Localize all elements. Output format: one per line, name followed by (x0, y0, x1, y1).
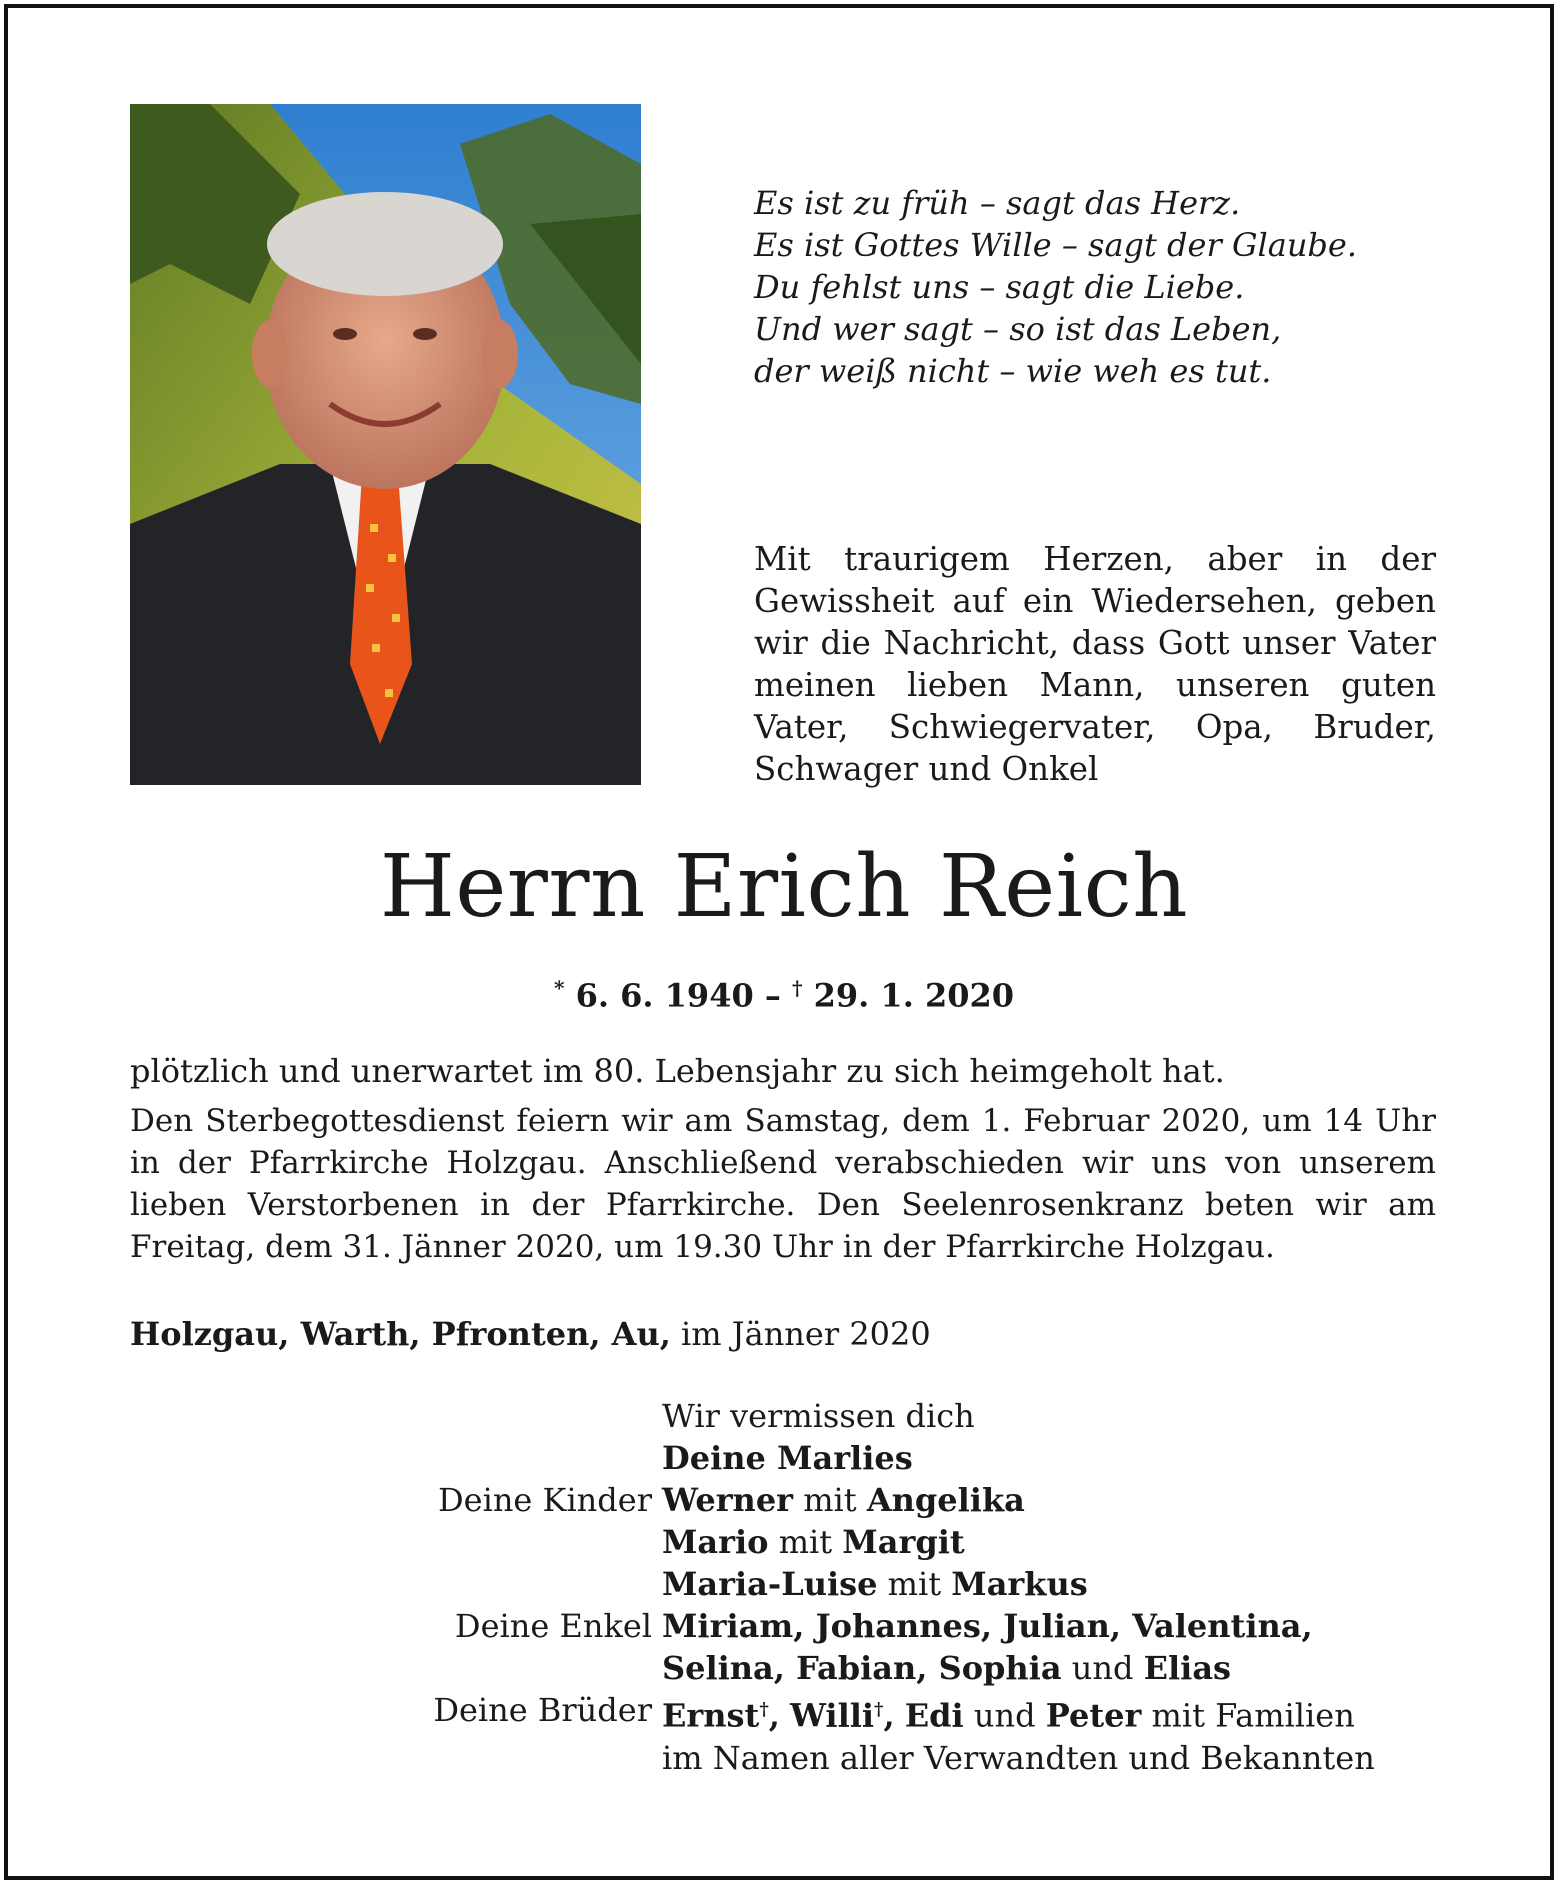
grandchildren-line-1: Miriam, Johannes, Julian, Valentina, (662, 1607, 1313, 1645)
brothers-line: Ernst†, Willi†, Edi und Peter mit Familien (662, 1696, 1355, 1735)
deceased-name: Herrn Erich Reich (379, 837, 1189, 937)
poem-line: Es ist zu früh – sagt das Herz. (754, 184, 1241, 222)
date-separator: – (764, 976, 781, 1015)
place-date-line (130, 1313, 931, 1355)
children-label: Deine Kinder (437, 1481, 652, 1519)
poem-line: Und wer sagt – so ist das Leben, (754, 310, 1282, 348)
life-dates (0, 968, 1568, 1016)
place-date: im Jänner 2020 (681, 1315, 931, 1353)
announcement-intro: Mit traurigem Herzen, aber in der Gewissheit auf ein Wiedersehen, geben wir die Nachricht, dass Gott unser Vater meinen lieben Mann, unseren guten Vater, Schwiegervater, Opa, Bruder, Schwager und Onkel (754, 540, 1436, 788)
cross-mark: † (874, 1699, 884, 1720)
body-text (130, 1050, 1436, 1268)
place-towns: Holzgau, Warth, Pfronten, Au, (130, 1315, 671, 1353)
cross-mark: † (759, 1699, 769, 1720)
child-entry: Werner mit Angelika (662, 1481, 1025, 1519)
wife-name: Deine Marlies (662, 1439, 913, 1477)
child-entry: Maria-Luise mit Markus (662, 1565, 1088, 1603)
body-paragraph-1: plötzlich und unerwartet im 80. Lebensjahr zu sich heimgeholt hat. (130, 1052, 1225, 1090)
grandchildren-label: Deine Enkel (454, 1607, 652, 1645)
birth-mark: * (553, 976, 565, 1000)
grandchildren-line-2: Selina, Fabian, Sophia und Elias (662, 1649, 1232, 1687)
child-entry: Mario mit Margit (662, 1523, 965, 1561)
signatures (300, 1395, 1450, 1779)
death-mark: † (792, 976, 803, 1000)
birth-date: 6. 6. 1940 (575, 976, 754, 1015)
portrait-photo (130, 104, 641, 785)
death-date: 29. 1. 2020 (813, 976, 1015, 1015)
poem-line: Du fehlst uns – sagt die Liebe. (754, 268, 1245, 306)
brothers-label: Deine Brüder (433, 1691, 652, 1729)
body-paragraph-2: Den Sterbegottesdienst feiern wir am Samstag, dem 1. Februar 2020, um 14 Uhr in der Pfarrkirche Holzgau. Anschließend verabschieden wir uns von unserem lieben Verstorbenen in der Pfarrkirche. Den Seelenrosenkranz beten wir am Freitag, dem 31. Jänner 2020, um 19.30 Uhr in der Pfarrkirche Holzgau. (130, 1103, 1436, 1265)
poem-line: Es ist Gottes Wille – sagt der Glaube. (754, 226, 1358, 264)
poem (754, 182, 1474, 392)
miss-line: Wir vermissen dich (662, 1397, 975, 1435)
closing-line: im Namen aller Verwandten und Bekannten (662, 1738, 1375, 1777)
poem-line: der weiß nicht – wie weh es tut. (754, 352, 1272, 390)
